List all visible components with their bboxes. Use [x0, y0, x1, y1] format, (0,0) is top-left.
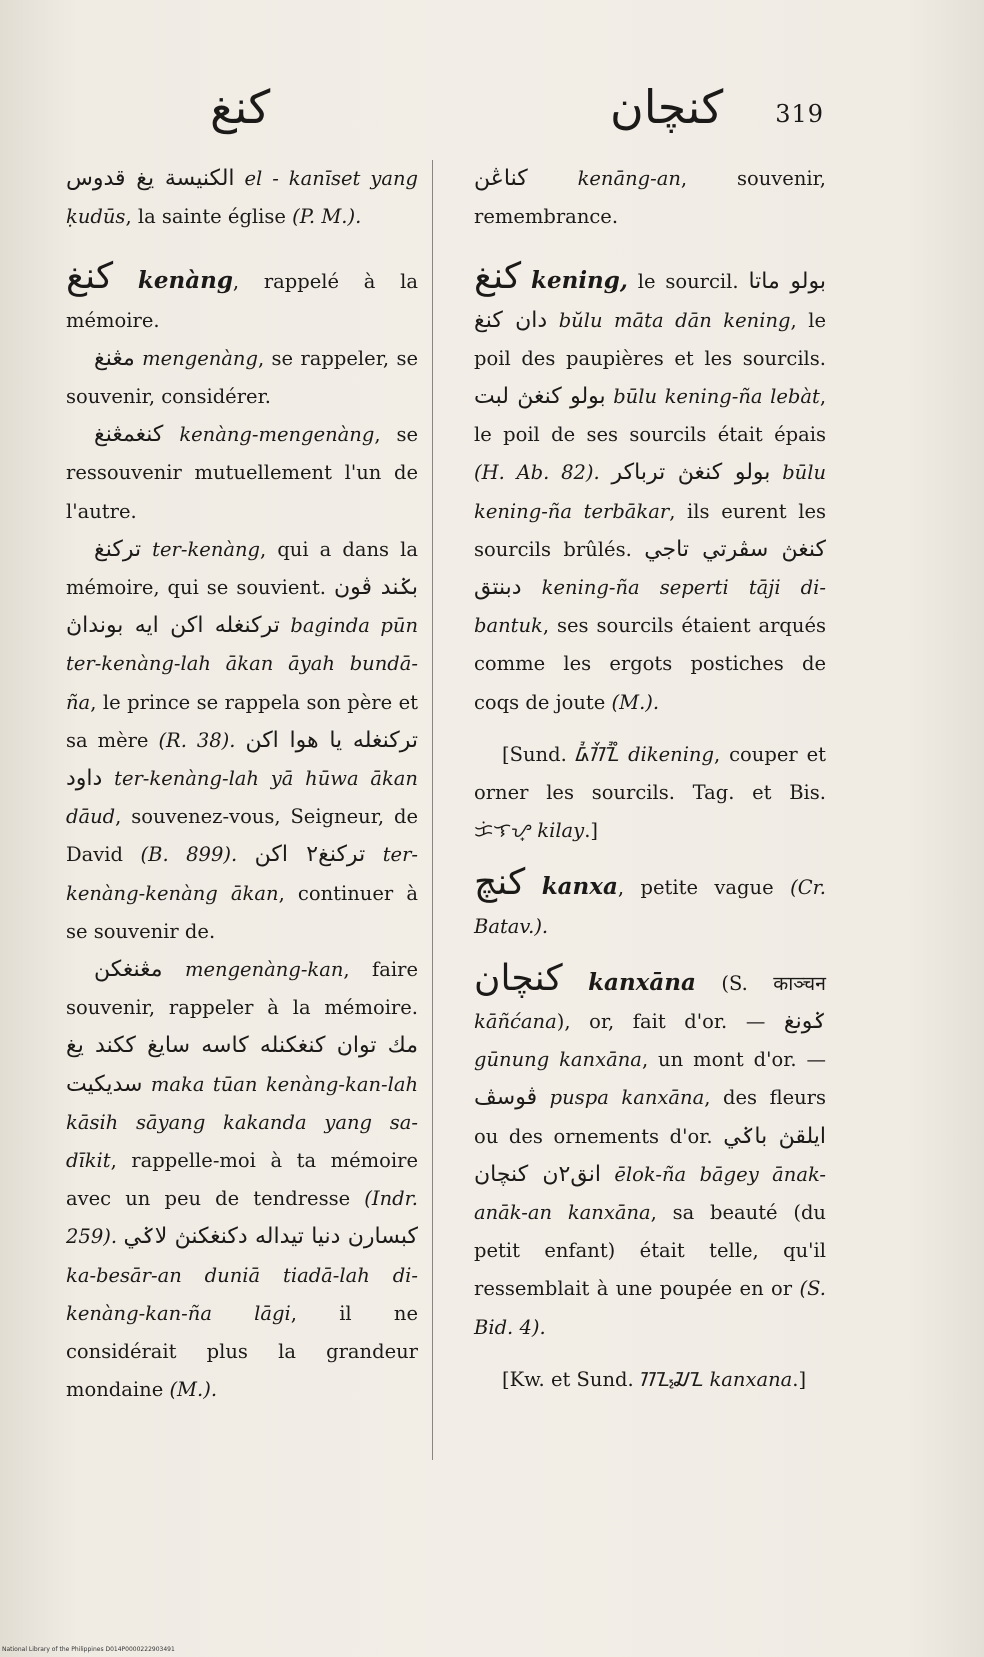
right-running-head: كنچان — [610, 80, 724, 134]
entry-ter-kenang: تركنغ ter-kenàng, qui a dans la mémoire, qui se souvient. بݢند ڤون تركنغله اكن ايه بونداڽ baginda pūn ter-kenàng-lah ākan āyah bundā-ña, le prince se rappela son père et sa mère (R. 38). تركنغله يا هوا اكن داود ter-kenàng-lah yā hūwa ākan dāud, souvenez-vous, Seigneur, de David (B. 899). تركنغ٢ اكن ter-kenàng-kenàng ākan, continuer à se souvenir de. — [66, 536, 419, 943]
entry-kanxana: كنچان kanxāna (S. काञ्चन kāñćana), or, fait d'or. — ݢونغ gūnung kanxāna, un mont d'or. — ڤوسڤ puspa kanxāna, des fleurs ou des ornements d'or. ايلقڽ باݢي انق٢ن كنچان ēlok-ña bāgey ānak-anāk-an kanxāna, sa beauté (du petit enfant) était telle, qu'il ressemblait à une poupée en or (S. Bid. 4). — [474, 957, 827, 1339]
entry-kenang: كنغ kenàng, rappelé à la mémoire. — [66, 256, 418, 332]
left-column — [66, 160, 418, 1410]
page-number: 319 — [775, 100, 824, 128]
note-sundanese: [Sund. ᮓᮤᮊᮨᮔᮤᮀ dikening, couper et orner les sourcils. Tag. et Bis. ᜃᜒᜎᜌ᜔ kilay.] — [474, 742, 826, 843]
entry-kening: كنغ kening, le sourcil. بولو ماتا دان كنغ bŭlu māta dān kening, le poil des paupières et les sourcils. بولو كنغڽ لبت būlu kening-ña lebàt, le poil de ses sourcils était épais (H. Ab. 82). بولو كنغڽ ترباكر būlu kening-ña terbākar, ils eurent les sourcils brûlés. كنغڽ سڤرتي تاجي دبنتق kening-ña seperti tāji di-bantuk, ses sourcils étaient arqués comme les ergots postiches de coqs de joute (M.). — [474, 256, 827, 714]
scan-footer: National Library of the Philippines D014P0000222903491 — [2, 1646, 175, 1653]
entry-kenang-mengenang: كنغمڠنغ kenàng-mengenàng, se ressouvenir mutuellement l'un de l'autre. — [66, 422, 418, 523]
note-kawi-sundanese: [Kw. et Sund. ᮊᮔ᮪ᮎᮔ kanxana.] — [502, 1367, 807, 1391]
entry-mengenang-kan: مڠنغكن mengenàng-kan, faire souvenir, rappeler à la mémoire. مك توان كنغكنله كاسه سايغ ككند يغ سديكيت maka tūan kenàng-kan-lah kāsih sāyang kakanda yang sa-dīkit, rappelle-moi à ta mémoire avec un peu de tendresse (Indr. 259). كبسارن دنيا تيداله دكنغكنڽ لاݢي ka-besār-an duniā tiadā-lah di-kenàng-kan-ña lāgi, il ne considérait plus la grandeur mondaine (M.). — [66, 957, 419, 1402]
entry-mengenang: مڠنغ mengenàng, se rappeler, se souvenir, considérer. — [66, 345, 418, 409]
right-column — [474, 160, 826, 1399]
entry-el-kaniset: الكنيسة يغ قدوس el - kanīset yang ḳudūs, la sainte église (P. M.). — [66, 166, 418, 229]
entry-kenangan: كناڠن kenāng-an, souvenir, remembrance. — [474, 166, 827, 229]
entry-kanxa: كنچ kanxa, petite vague (Cr. Batav.). — [474, 862, 826, 938]
left-running-head: كنغ — [210, 80, 271, 134]
column-divider — [432, 160, 433, 1460]
